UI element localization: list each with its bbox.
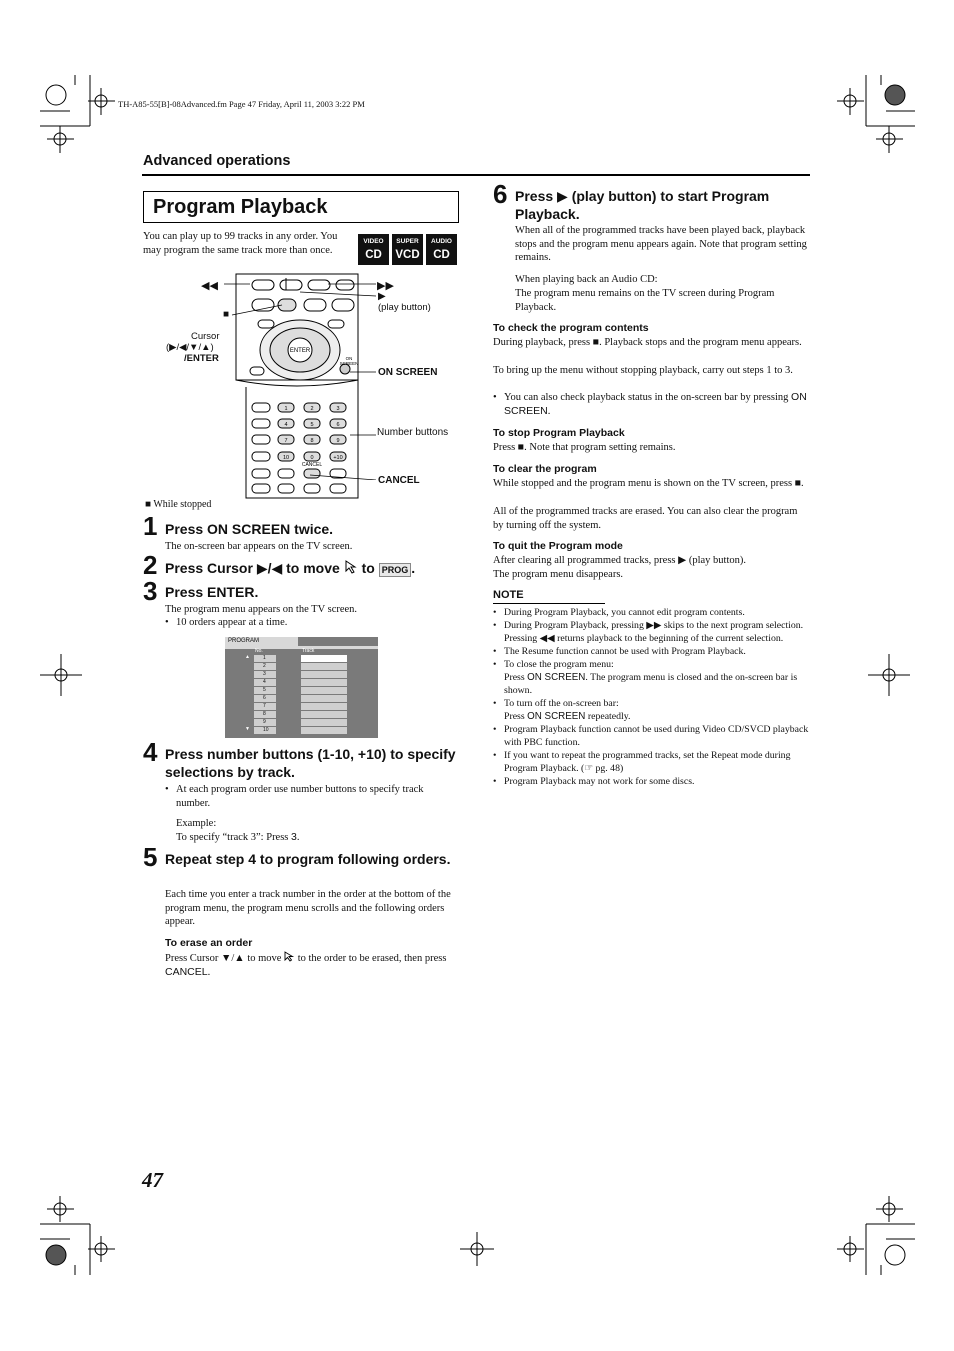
play-symbol: ▶ [378, 291, 386, 302]
note-text-d: . The program menu is closed and the on-screen bar is shown. [504, 672, 798, 696]
step-5-number: 5 [143, 842, 158, 872]
note-text: During Program Playback, you cannot edit program contents. [504, 607, 745, 618]
step-1-number: 1 [143, 511, 158, 541]
example-a: To specify “track 3”: Press [176, 832, 292, 843]
step-4-title: Press number buttons (1-10, +10) to specify selections by track. [165, 746, 456, 780]
section-rule [142, 174, 810, 176]
clear-p2: All of the programmed tracks are erased. You can also clear the program by turning off the system. [493, 506, 798, 531]
step-3-title: Press ENTER. [165, 584, 259, 600]
erase-c: CANCEL [165, 965, 208, 978]
menu-row-track[interactable] [301, 711, 347, 718]
menu-row-number: 8 [254, 711, 276, 718]
check-p1: During playback, press ■. Playback stops and the program menu appears. [493, 337, 802, 348]
menu-row-track[interactable] [301, 727, 347, 734]
note-item [493, 775, 811, 788]
notes-list [493, 606, 811, 788]
next-symbol: ▶▶ [377, 280, 394, 292]
number-buttons-label: Number buttons [377, 427, 449, 438]
note-text: To close the program menu: [504, 659, 614, 670]
note-text: To turn off the on-screen bar: [504, 698, 619, 709]
number-key-8: 8 [310, 438, 314, 444]
menu-row-number: 2 [254, 663, 276, 670]
quit-p2: The program menu disappears. [493, 569, 624, 580]
step-4-number: 4 [143, 737, 158, 767]
menu-row-track[interactable] [301, 671, 347, 678]
badge-top: AUDIO [431, 238, 452, 245]
note-text: The Resume function cannot be used with Program Playback. [504, 646, 746, 657]
note-item [493, 749, 811, 775]
cancel-label: CANCEL [378, 475, 420, 486]
number-key-7: 7 [284, 438, 288, 444]
check-bullet-b: ON SCREEN [504, 391, 807, 417]
play-button-label: (play button) [378, 302, 431, 313]
on-screen-label: ON SCREEN [378, 367, 438, 378]
section-title: Advanced operations [143, 153, 291, 169]
number-key-plus10: +10 [333, 455, 343, 461]
cancel-key-label: CANCEL [301, 462, 323, 468]
step-3-number: 3 [143, 576, 158, 606]
number-key-0: 0 [310, 455, 314, 461]
step-3-body: The program menu appears on the TV screen. [165, 604, 358, 615]
erase-a: Press Cursor ▼/▲ to move [165, 953, 282, 964]
note-heading: NOTE [493, 589, 524, 601]
menu-row-track[interactable] [301, 719, 347, 726]
note-text-b: Press [504, 711, 528, 722]
menu-row-track[interactable] [301, 679, 347, 686]
erase-b: to the order to be erased, then press [297, 953, 447, 964]
prev-symbol: ◀◀ [201, 280, 218, 292]
col-track: Track [302, 648, 315, 654]
menu-row-track[interactable] [301, 663, 347, 670]
number-key-10: 10 [282, 455, 290, 461]
scroll-up-icon: ▲ [245, 654, 250, 660]
page-title-box [143, 191, 459, 223]
note-text-c: ON SCREEN [527, 672, 586, 683]
note-text: During Program Playback, pressing ▶▶ skips to the next program selection. Pressing ◀◀ returns playback to the beginning of the current selection. [504, 620, 804, 644]
check-bullet [493, 391, 808, 418]
cursor-keys-label: (▶/◀/▼/▲) [166, 342, 214, 353]
while-stopped-note: ■ While stopped [145, 499, 212, 510]
cursor-label: Cursor [191, 331, 220, 342]
menu-row-number: 7 [254, 703, 276, 710]
menu-row-track[interactable] [301, 695, 347, 702]
step-2-title-b: to [361, 560, 375, 576]
file-info: TH-A85-55[B]-08Advanced.fm Page 47 Friday, April 11, 2003 3:22 PM [118, 99, 365, 109]
note-item [493, 619, 811, 645]
menu-row-number: 1 [254, 655, 276, 662]
step-6-title: Press ▶ (play button) to start Program Playback. [515, 188, 770, 222]
step-6-body: When all of the programmed tracks have been played back, playback stops and the program menu appears again. Note that program setting remains. [515, 225, 807, 264]
enter-key-label: ENTER [289, 348, 311, 354]
example-b: 3 [291, 831, 297, 843]
note-text: Program Playback may not work for some discs. [504, 776, 695, 787]
note-item [493, 645, 811, 658]
clear-heading: To clear the program [493, 463, 597, 475]
number-key-2: 2 [310, 406, 314, 412]
badge-bottom: CD [433, 249, 450, 261]
badge-super-vcd [392, 234, 423, 265]
clear-p1: While stopped and the program menu is shown on the TV screen, press ■. [493, 478, 804, 489]
pointer-icon [344, 560, 358, 574]
check-bullet-c: . [547, 405, 551, 417]
menu-row-number: 4 [254, 679, 276, 686]
erase-text [165, 951, 460, 979]
step-5-title: Repeat step 4 to program following orders. [165, 851, 451, 867]
note-item [493, 723, 811, 749]
badge-bottom: CD [365, 249, 382, 261]
on-key-label: ON [345, 356, 353, 361]
note-item [493, 697, 811, 723]
badge-bottom: VCD [395, 249, 420, 261]
quit-p1: After clearing all programmed tracks, press ▶ (play button). [493, 555, 746, 566]
stop-symbol: ■ [223, 309, 230, 320]
number-key-3: 3 [336, 406, 340, 412]
quit-heading: To quit the Program mode [493, 540, 623, 552]
program-menu-screen [225, 637, 378, 738]
example-c: . [296, 832, 300, 843]
enter-label: /ENTER [184, 353, 219, 364]
menu-row-track[interactable] [301, 687, 347, 694]
menu-row-track[interactable] [301, 703, 347, 710]
step-5-body: Each time you enter a track number in the order at the bottom of the program menu, the program menu scrolls and the following orders appear. [165, 889, 451, 928]
program-menu-title: PROGRAM [225, 637, 298, 646]
note-rule [493, 603, 605, 604]
page-number: 47 [142, 1168, 163, 1192]
check-bullet-a: You can also check playback status in the on-screen bar by pressing [504, 392, 792, 403]
step-2-title [165, 559, 415, 577]
badge-video-cd [358, 234, 389, 265]
stop-heading: To stop Program Playback [493, 427, 625, 439]
prog-tag: PROG [379, 563, 412, 577]
step-6-body2-a: When playing back an Audio CD: [515, 274, 658, 285]
step-4-bullet: • At each program order use number buttons to specify track number. [165, 783, 457, 810]
number-key-5: 5 [310, 422, 314, 428]
example-text [176, 831, 300, 845]
number-key-1: 1 [284, 406, 288, 412]
number-key-4: 4 [284, 422, 288, 428]
menu-row-number: 9 [254, 719, 276, 726]
step-1-body: The on-screen bar appears on the TV screen. [165, 541, 353, 552]
note-text-d: repeatedly. [585, 711, 631, 722]
stop-text: Press ■. Note that program setting remains. [493, 442, 676, 453]
menu-row-number: 10 [254, 727, 276, 734]
step-3-bullet: • 10 orders appear at a time. [165, 616, 455, 630]
menu-row-number: 6 [254, 695, 276, 702]
step-1-title: Press ON SCREEN twice. [165, 521, 334, 537]
example-label: Example: [176, 818, 217, 829]
pointer-icon [284, 951, 295, 962]
step-2-title-a: Press Cursor ▶/◀ to move [165, 560, 340, 576]
step-6-number: 6 [493, 179, 508, 209]
step-2-title-c: . [411, 560, 416, 576]
remote-callout-lines [200, 280, 380, 480]
note-item [493, 658, 811, 697]
badge-top: SUPER [396, 238, 419, 245]
page-title: Program Playback [153, 196, 328, 218]
step-2-number: 2 [143, 550, 158, 580]
number-key-6: 6 [336, 422, 340, 428]
step-6-body2-b: The program menu remains on the TV screen during Program Playback. [515, 288, 775, 313]
menu-row-number: 3 [254, 671, 276, 678]
check-heading: To check the program contents [493, 322, 649, 334]
note-text-c: ON SCREEN [527, 711, 586, 722]
number-key-9: 9 [336, 438, 340, 444]
col-no: No. [255, 648, 263, 654]
scroll-down-icon: ▼ [245, 726, 250, 732]
menu-row-track[interactable] [301, 655, 347, 662]
note-text-b: Press [504, 672, 528, 683]
step-4-bullets [165, 783, 457, 810]
erase-d: . [207, 966, 211, 978]
intro-text: You can play up to 99 tracks in any order. You may program the same track more than once. [143, 231, 338, 256]
note-text: Program Playback function cannot be used during Video CD/SVCD playback with PBC function. [504, 724, 809, 748]
note-item [493, 606, 811, 619]
note-text: If you want to repeat the programmed tracks, set the Repeat mode during Program Playback. (☞ pg. 48) [504, 750, 791, 774]
check-p2: To bring up the menu without stopping playback, carry out steps 1 to 3. [493, 365, 793, 376]
menu-row-number: 5 [254, 687, 276, 694]
erase-heading: To erase an order [165, 937, 253, 949]
badge-top: VIDEO [363, 238, 384, 245]
badge-audio-cd [426, 234, 457, 265]
screen-key-label: SCREEN [339, 361, 359, 366]
step-3-bullets [165, 616, 455, 630]
check-bullets [493, 391, 808, 418]
